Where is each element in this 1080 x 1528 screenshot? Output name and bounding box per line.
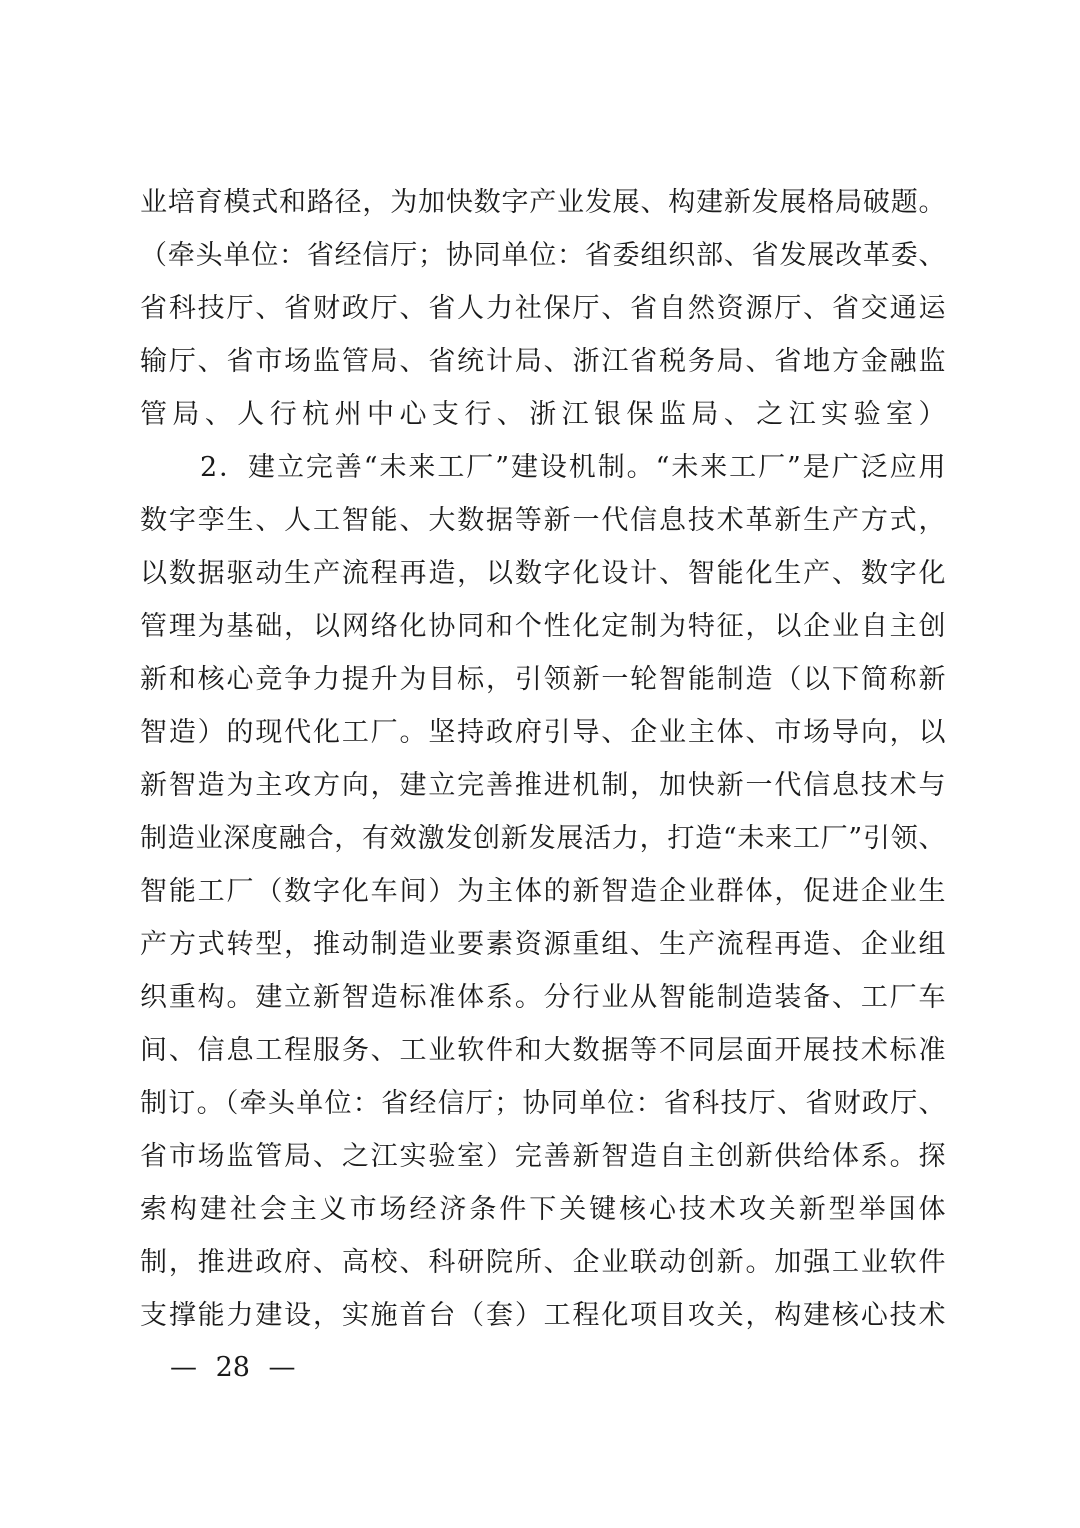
text-line: 输厅、省市场监管局、省统计局、浙江省税务局、省地方金融监 <box>140 346 946 377</box>
text-line: 新和核心竞争力提升为目标，引领新一轮智能制造（以下简称新 <box>140 664 946 695</box>
text-line: 省科技厅、省财政厅、省人力社保厅、省自然资源厅、省交通运 <box>140 293 946 324</box>
text-line: 新智造为主攻方向，建立完善推进机制，加快新一代信息技术与 <box>140 770 946 801</box>
text-line: 智造）的现代化工厂。坚持政府引导、企业主体、市场导向，以 <box>140 717 946 748</box>
page-number-dash-left: — <box>170 1352 197 1383</box>
page-number-dash-right: — <box>268 1352 296 1383</box>
text-line: 业培育模式和路径，为加快数字产业发展、构建新发展格局破题。 <box>140 187 946 218</box>
text-line: 织重构。建立新智造标准体系。分行业从智能制造装备、工厂车 <box>140 982 946 1013</box>
text-line: 索构建社会主义市场经济条件下关键核心技术攻关新型举国体 <box>140 1194 946 1225</box>
text-line: 智能工厂（数字化车间）为主体的新智造企业群体，促进企业生 <box>140 876 946 907</box>
text-line: 支撑能力建设，实施首台（套）工程化项目攻关，构建核心技术 <box>140 1300 946 1331</box>
text-line: 管局、人行杭州中心支行、浙江银保监局、之江实验室） <box>140 399 946 430</box>
page-number <box>170 1352 296 1383</box>
text-line: 产方式转型，推动制造业要素资源重组、生产流程再造、企业组 <box>140 929 946 960</box>
text-line: 间、信息工程服务、工业软件和大数据等不同层面开展技术标准 <box>140 1035 946 1066</box>
text-line: 省市场监管局、之江实验室）完善新智造自主创新供给体系。探 <box>140 1141 946 1172</box>
text-line: 制，推进政府、高校、科研院所、企业联动创新。加强工业软件 <box>140 1247 946 1278</box>
body-text <box>140 176 946 1342</box>
text-line: （牵头单位：省经信厅；协同单位：省委组织部、省发展改革委、 <box>140 240 946 271</box>
paragraph-start-line: 2．建立完善“未来工厂”建设机制。“未来工厂”是广泛应用 <box>200 452 946 483</box>
text-line: 制订。（牵头单位：省经信厅；协同单位：省科技厅、省财政厅、 <box>140 1088 946 1119</box>
text-line: 管理为基础，以网络化协同和个性化定制为特征，以企业自主创 <box>140 611 946 642</box>
text-line: 制造业深度融合，有效激发创新发展活力，打造“未来工厂”引领、 <box>140 823 946 854</box>
text-line: 数字孪生、人工智能、大数据等新一代信息技术革新生产方式， <box>140 505 946 536</box>
text-line: 以数据驱动生产流程再造，以数字化设计、智能化生产、数字化 <box>140 558 946 589</box>
page-number-value: 28 <box>215 1352 250 1383</box>
